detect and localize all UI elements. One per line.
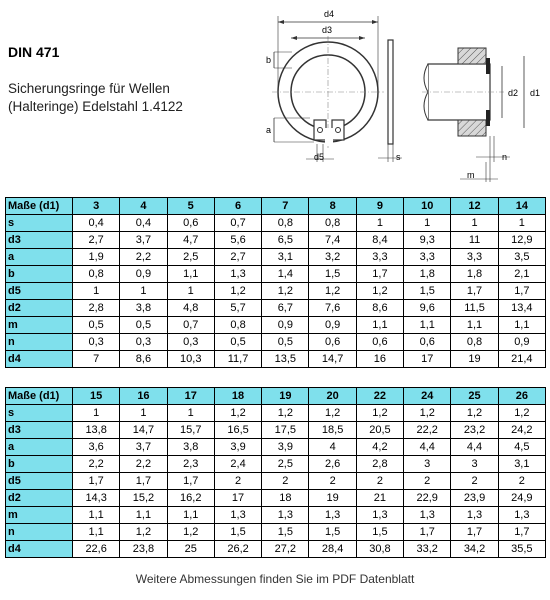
table-cell: 0,5 [262, 334, 309, 351]
table-cell: 10,3 [167, 351, 214, 368]
table-cell: 35,5 [498, 541, 545, 558]
table-cell: 30,8 [356, 541, 403, 558]
table-cell: 3,8 [167, 439, 214, 456]
table-cell: 1,7 [120, 473, 167, 490]
table-cell: 0,6 [309, 334, 356, 351]
table-cell: 1,3 [498, 507, 545, 524]
table-cell: 1,9 [73, 249, 120, 266]
table-cell: 1 [73, 405, 120, 422]
table-cell: 2 [356, 473, 403, 490]
row-label: d2 [6, 490, 73, 507]
table-cell: 1,1 [120, 507, 167, 524]
table-cell: 16,5 [214, 422, 261, 439]
table-cell: 8,6 [356, 300, 403, 317]
table-cell: 4,5 [498, 439, 545, 456]
table-cell: 1,5 [214, 524, 261, 541]
table-cell: 5,6 [214, 232, 261, 249]
dimension-table-1 [5, 197, 546, 368]
table-cell: 1,5 [262, 524, 309, 541]
column-header: 5 [167, 198, 214, 215]
row-label: d3 [6, 232, 73, 249]
table-cell: 1,5 [309, 524, 356, 541]
table-cell: 1,3 [262, 507, 309, 524]
table-cell: 13,8 [73, 422, 120, 439]
column-header: 22 [356, 388, 403, 405]
table-cell: 1,8 [451, 266, 498, 283]
table-cell: 1,3 [309, 507, 356, 524]
table-cell: 1,2 [451, 405, 498, 422]
table-cell: 1,7 [498, 283, 545, 300]
column-header: 20 [309, 388, 356, 405]
dimension-table-2 [5, 387, 546, 558]
table-cell: 2,7 [73, 232, 120, 249]
column-header: 17 [167, 388, 214, 405]
table-cell: 1,1 [167, 266, 214, 283]
table-cell: 2,1 [498, 266, 545, 283]
table-cell: 9,3 [404, 232, 451, 249]
row-label: d2 [6, 300, 73, 317]
table-cell: 1,1 [451, 317, 498, 334]
label-d1: d1 [530, 88, 541, 98]
table-cell: 16,2 [167, 490, 214, 507]
table-cell: 0,9 [262, 317, 309, 334]
table-cell: 1,2 [262, 283, 309, 300]
table-cell: 14,3 [73, 490, 120, 507]
subtitle-line: Sicherungsringe für Wellen [8, 81, 170, 96]
table-cell: 1,1 [498, 317, 545, 334]
table-cell: 1,3 [214, 266, 261, 283]
table-cell: 2,4 [214, 456, 261, 473]
table-cell: 0,9 [120, 266, 167, 283]
table-cell: 0,9 [309, 317, 356, 334]
table-cell: 1,2 [167, 524, 214, 541]
table-cell: 1,3 [451, 507, 498, 524]
table-cell: 4,8 [167, 300, 214, 317]
table-cell: 1,1 [167, 507, 214, 524]
table-row [6, 439, 546, 456]
table-cell: 2,7 [214, 249, 261, 266]
table-cell: 4,2 [356, 439, 403, 456]
subtitle-line: (Halteringe) Edelstahl 1.4122 [8, 99, 183, 114]
column-header: 26 [498, 388, 545, 405]
table-row [6, 490, 546, 507]
table-cell: 3 [404, 456, 451, 473]
table-row [6, 422, 546, 439]
table-cell: 0,5 [214, 334, 261, 351]
table-cell: 1,2 [214, 405, 261, 422]
table-cell: 1,7 [451, 283, 498, 300]
table-cell: 7 [73, 351, 120, 368]
row-label: b [6, 266, 73, 283]
table-cell: 1,2 [262, 405, 309, 422]
table-row [6, 232, 546, 249]
table-cell: 0,6 [356, 334, 403, 351]
table-cell: 23,2 [451, 422, 498, 439]
table-row [6, 405, 546, 422]
table-cell: 1,1 [73, 507, 120, 524]
table-cell: 22,9 [404, 490, 451, 507]
table-cell: 2,3 [167, 456, 214, 473]
table-cell: 11,5 [451, 300, 498, 317]
table-cell: 4,4 [404, 439, 451, 456]
table-cell: 2,6 [309, 456, 356, 473]
label-b: b [266, 55, 272, 65]
table-cell: 13,5 [262, 351, 309, 368]
table-cell: 1 [120, 405, 167, 422]
table-row [6, 266, 546, 283]
table-header-row [6, 198, 546, 215]
column-header: 10 [404, 198, 451, 215]
table-row [6, 351, 546, 368]
table-cell: 20,5 [356, 422, 403, 439]
table-cell: 2,2 [73, 456, 120, 473]
row-label: b [6, 456, 73, 473]
column-header: 6 [214, 198, 261, 215]
column-header: 8 [309, 198, 356, 215]
table-cell: 1,2 [356, 283, 403, 300]
table-cell: 3,5 [498, 249, 545, 266]
table-cell: 2 [309, 473, 356, 490]
table-cell: 0,7 [167, 317, 214, 334]
ring-front-view [272, 36, 384, 148]
row-label: a [6, 439, 73, 456]
table-cell: 1 [356, 215, 403, 232]
table-cell: 2,8 [356, 456, 403, 473]
table-cell: 3,3 [404, 249, 451, 266]
table-cell: 0,6 [404, 334, 451, 351]
table-cell: 26,2 [214, 541, 261, 558]
table-cell: 22,2 [404, 422, 451, 439]
table-cell: 5,7 [214, 300, 261, 317]
column-header: 15 [73, 388, 120, 405]
label-n: n [502, 152, 508, 162]
table-cell: 1,2 [498, 405, 545, 422]
table-cell: 1,7 [356, 266, 403, 283]
table-cell: 0,3 [120, 334, 167, 351]
table-cell: 21,4 [498, 351, 545, 368]
table-header-row [6, 388, 546, 405]
label-s: s [396, 152, 401, 162]
row-label: d4 [6, 541, 73, 558]
table-cell: 1,7 [167, 473, 214, 490]
table-cell: 1,5 [356, 524, 403, 541]
column-header: 7 [262, 198, 309, 215]
table-cell: 17 [404, 351, 451, 368]
table-cell: 1,7 [498, 524, 545, 541]
table-cell: 1,5 [309, 266, 356, 283]
table-cell: 1 [498, 215, 545, 232]
table-cell: 1,3 [404, 507, 451, 524]
table-cell: 0,8 [214, 317, 261, 334]
table-cell: 11,7 [214, 351, 261, 368]
table-cell: 14,7 [120, 422, 167, 439]
table-cell: 22,6 [73, 541, 120, 558]
table-cell: 1,4 [262, 266, 309, 283]
label-d3: d3 [322, 25, 333, 35]
table-cell: 1,5 [404, 283, 451, 300]
table-cell: 23,8 [120, 541, 167, 558]
row-label: n [6, 524, 73, 541]
table-cell: 2 [498, 473, 545, 490]
table-cell: 3,7 [120, 232, 167, 249]
table-cell: 1 [120, 283, 167, 300]
table-cell: 9,6 [404, 300, 451, 317]
table-cell: 2,2 [120, 249, 167, 266]
table-cell: 0,7 [214, 215, 261, 232]
label-d5: d5 [314, 152, 325, 162]
footer-note: Weitere Abmessungen finden Sie im PDF Datenblatt [135, 572, 415, 586]
row-label: s [6, 215, 73, 232]
table-cell: 3,3 [451, 249, 498, 266]
table-cell: 3 [451, 456, 498, 473]
table-row [6, 283, 546, 300]
table-cell: 11 [451, 232, 498, 249]
table-cell: 19 [309, 490, 356, 507]
table-cell: 1,2 [404, 405, 451, 422]
table-cell: 2,5 [262, 456, 309, 473]
table-cell: 1 [167, 283, 214, 300]
row-label: d5 [6, 473, 73, 490]
table-cell: 3,1 [262, 249, 309, 266]
table-cell: 2 [214, 473, 261, 490]
table-cell: 0,4 [73, 215, 120, 232]
table-cell: 1,3 [356, 507, 403, 524]
table-cell: 6,7 [262, 300, 309, 317]
table-cell: 15,2 [120, 490, 167, 507]
table-cell: 25 [167, 541, 214, 558]
table-cell: 1,7 [404, 524, 451, 541]
table-cell: 0,3 [73, 334, 120, 351]
table-row [6, 300, 546, 317]
table-cell: 4 [309, 439, 356, 456]
table-cell: 24,2 [498, 422, 545, 439]
table-row [6, 456, 546, 473]
table-cell: 17 [214, 490, 261, 507]
table-row [6, 524, 546, 541]
table-cell: 1,1 [404, 317, 451, 334]
table-cell: 27,2 [262, 541, 309, 558]
table-cell: 3,9 [214, 439, 261, 456]
table-cell: 13,4 [498, 300, 545, 317]
table-row [6, 249, 546, 266]
row-label: s [6, 405, 73, 422]
shaft-assembly [422, 48, 504, 136]
column-header: 12 [451, 198, 498, 215]
table-cell: 1,2 [120, 524, 167, 541]
table-cell: 0,5 [73, 317, 120, 334]
label-m: m [467, 170, 475, 180]
table-cell: 2 [404, 473, 451, 490]
table-cell: 23,9 [451, 490, 498, 507]
table-cell: 1,1 [356, 317, 403, 334]
column-header: 24 [404, 388, 451, 405]
table-cell: 2 [451, 473, 498, 490]
table-cell: 0,9 [498, 334, 545, 351]
table-cell: 0,8 [309, 215, 356, 232]
table-cell: 15,7 [167, 422, 214, 439]
table-cell: 1 [451, 215, 498, 232]
table-cell: 17,5 [262, 422, 309, 439]
label-a: a [266, 125, 272, 135]
table-cell: 0,5 [120, 317, 167, 334]
table-cell: 0,8 [262, 215, 309, 232]
row-label: d5 [6, 283, 73, 300]
table-row [6, 334, 546, 351]
table-cell: 0,6 [167, 215, 214, 232]
table-cell: 0,3 [167, 334, 214, 351]
column-header: 4 [120, 198, 167, 215]
table-cell: 4,7 [167, 232, 214, 249]
table-cell: 8,4 [356, 232, 403, 249]
table-cell: 6,5 [262, 232, 309, 249]
table-cell: 3,7 [120, 439, 167, 456]
table-cell: 3,9 [262, 439, 309, 456]
table-cell: 1 [167, 405, 214, 422]
column-header: 25 [451, 388, 498, 405]
table-cell: 24,9 [498, 490, 545, 507]
table-cell: 7,4 [309, 232, 356, 249]
table-cell: 2,2 [120, 456, 167, 473]
table-cell: 1,2 [309, 405, 356, 422]
table-cell: 1,2 [356, 405, 403, 422]
table-cell: 2 [262, 473, 309, 490]
table-row [6, 541, 546, 558]
table-cell: 2,5 [167, 249, 214, 266]
table-cell: 0,4 [120, 215, 167, 232]
table-cell: 18 [262, 490, 309, 507]
table-cell: 1 [73, 283, 120, 300]
table-cell: 1,2 [309, 283, 356, 300]
subtitle [8, 80, 183, 116]
table-cell: 3,6 [73, 439, 120, 456]
row-label: d3 [6, 422, 73, 439]
table-cell: 0,8 [451, 334, 498, 351]
column-header: 18 [214, 388, 261, 405]
label-d2: d2 [508, 88, 519, 98]
table-cell: 33,2 [404, 541, 451, 558]
column-header: 14 [498, 198, 545, 215]
table-cell: 12,9 [498, 232, 545, 249]
table-cell: 16 [356, 351, 403, 368]
table-cell: 2,8 [73, 300, 120, 317]
table-cell: 1 [404, 215, 451, 232]
row-label: n [6, 334, 73, 351]
table-cell: 1,1 [73, 524, 120, 541]
label-d4: d4 [324, 9, 335, 19]
page-title: DIN 471 [8, 44, 60, 60]
table-cell: 7,6 [309, 300, 356, 317]
table-header-label: Maße (d1) [6, 198, 73, 215]
column-header: 3 [73, 198, 120, 215]
technical-drawing [262, 2, 548, 188]
table-cell: 34,2 [451, 541, 498, 558]
table-cell: 1,8 [404, 266, 451, 283]
table-cell: 0,8 [73, 266, 120, 283]
table-cell: 21 [356, 490, 403, 507]
table-cell: 14,7 [309, 351, 356, 368]
row-label: d4 [6, 351, 73, 368]
row-label: m [6, 317, 73, 334]
table-cell: 19 [451, 351, 498, 368]
table-row [6, 215, 546, 232]
table-cell: 18,5 [309, 422, 356, 439]
table-row [6, 507, 546, 524]
row-label: m [6, 507, 73, 524]
table-header-label: Maße (d1) [6, 388, 73, 405]
table-row [6, 317, 546, 334]
table-cell: 3,3 [356, 249, 403, 266]
column-header: 19 [262, 388, 309, 405]
table-cell: 3,8 [120, 300, 167, 317]
table-cell: 8,6 [120, 351, 167, 368]
table-cell: 3,1 [498, 456, 545, 473]
column-header: 9 [356, 198, 403, 215]
table-cell: 1,7 [451, 524, 498, 541]
table-cell: 1,2 [214, 283, 261, 300]
table-cell: 1,3 [214, 507, 261, 524]
table-cell: 4,4 [451, 439, 498, 456]
column-header: 16 [120, 388, 167, 405]
table-cell: 1,7 [73, 473, 120, 490]
table-row [6, 473, 546, 490]
table-cell: 3,2 [309, 249, 356, 266]
table-cell: 28,4 [309, 541, 356, 558]
row-label: a [6, 249, 73, 266]
